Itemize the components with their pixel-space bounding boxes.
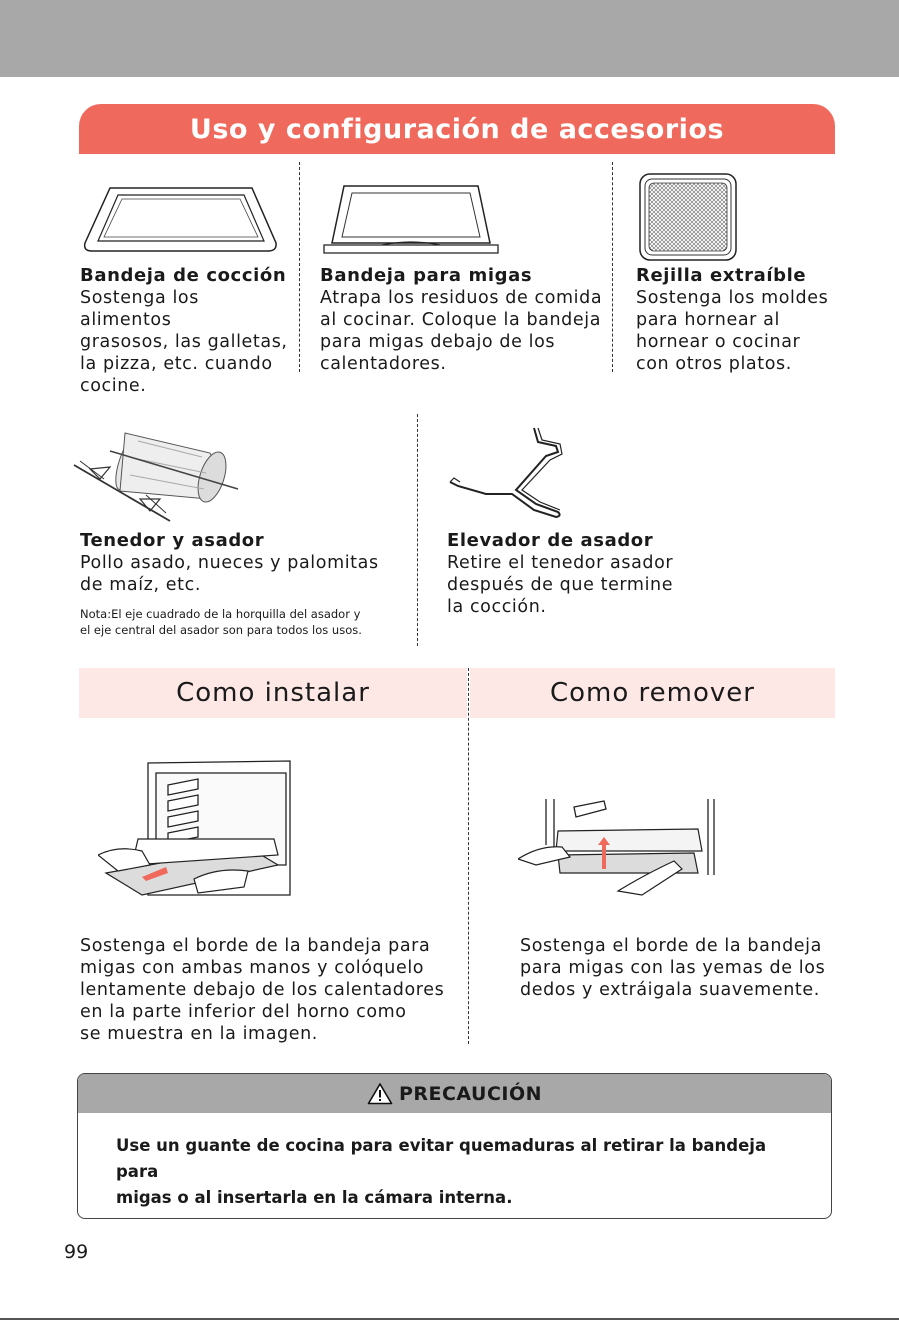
accessory-description: Pollo asado, nueces y palomitas de maíz, etc. [80,553,379,595]
accessory-note: Nota:El eje cuadrado de la horquilla del asador y el eje central del asador son para todos los usos. [80,607,362,637]
accessory-description: Retire el tenedor asador después de que termine la cocción. [447,553,674,617]
divider [468,668,469,1044]
remove-title: Como remover [550,678,755,708]
install-illustration [98,755,294,900]
remove-instructions [520,935,850,1001]
accessory-crumb-tray [320,265,605,375]
install-title: Como instalar [176,678,370,708]
removable-rack-icon [638,172,738,262]
divider [299,162,300,372]
install-text: Sostenga el borde de la bandeja para migas con ambas manos y colóquelo lentamente debajo de los calentadores en la parte inferior del horno como se muestra en la imagen. [80,936,445,1044]
rotisserie-lifter-icon [446,424,586,520]
page-number: 99 [64,1241,89,1263]
warning-icon [367,1082,393,1105]
divider [612,162,613,372]
caution-header [78,1074,831,1113]
accessory-description: Sostenga los alimentos grasosos, las galletas, la pizza, etc. cuando cocine. [80,288,288,396]
baking-tray-icon [80,185,280,255]
crumb-tray-icon [322,183,500,257]
accessory-title: Rejilla extraíble [636,265,807,286]
caution-box [77,1073,832,1219]
page-title: Uso y configuración de accesorios [189,113,725,145]
install-instructions [80,935,460,1045]
remove-text: Sostenga el borde de la bandeja para migas con las yemas de los dedos y extráigala suavemente. [520,936,826,1000]
rotisserie-fork-icon [70,403,245,525]
remove-illustration [518,795,718,899]
accessory-title: Bandeja de cocción [80,265,287,286]
title-banner [79,104,835,154]
accessory-title: Tenedor y asador [80,530,265,551]
accessory-removable-rack [636,265,856,375]
top-bar [0,0,899,77]
caution-text: Use un guante de cocina para evitar quemaduras al retirar la bandeja para migas o al insertarla en la cámara interna. [116,1136,767,1207]
accessory-baking-tray [80,265,295,397]
accessory-description: Sostenga los moldes para hornear al hornear o cocinar con otros platos. [636,288,829,374]
divider [417,414,418,646]
remove-section-header [470,668,835,718]
accessory-title: Bandeja para migas [320,265,533,286]
bottom-rule [0,1318,899,1320]
caution-label: PRECAUCIÓN [398,1082,543,1105]
accessory-description: Atrapa los residuos de comida al cocinar. Coloque la bandeja para migas debajo de los calentadores. [320,288,603,374]
accessory-rotisserie [80,530,410,638]
accessory-lifter [447,530,707,618]
accessory-title: Elevador de asador [447,530,654,551]
install-section-header [79,668,467,718]
